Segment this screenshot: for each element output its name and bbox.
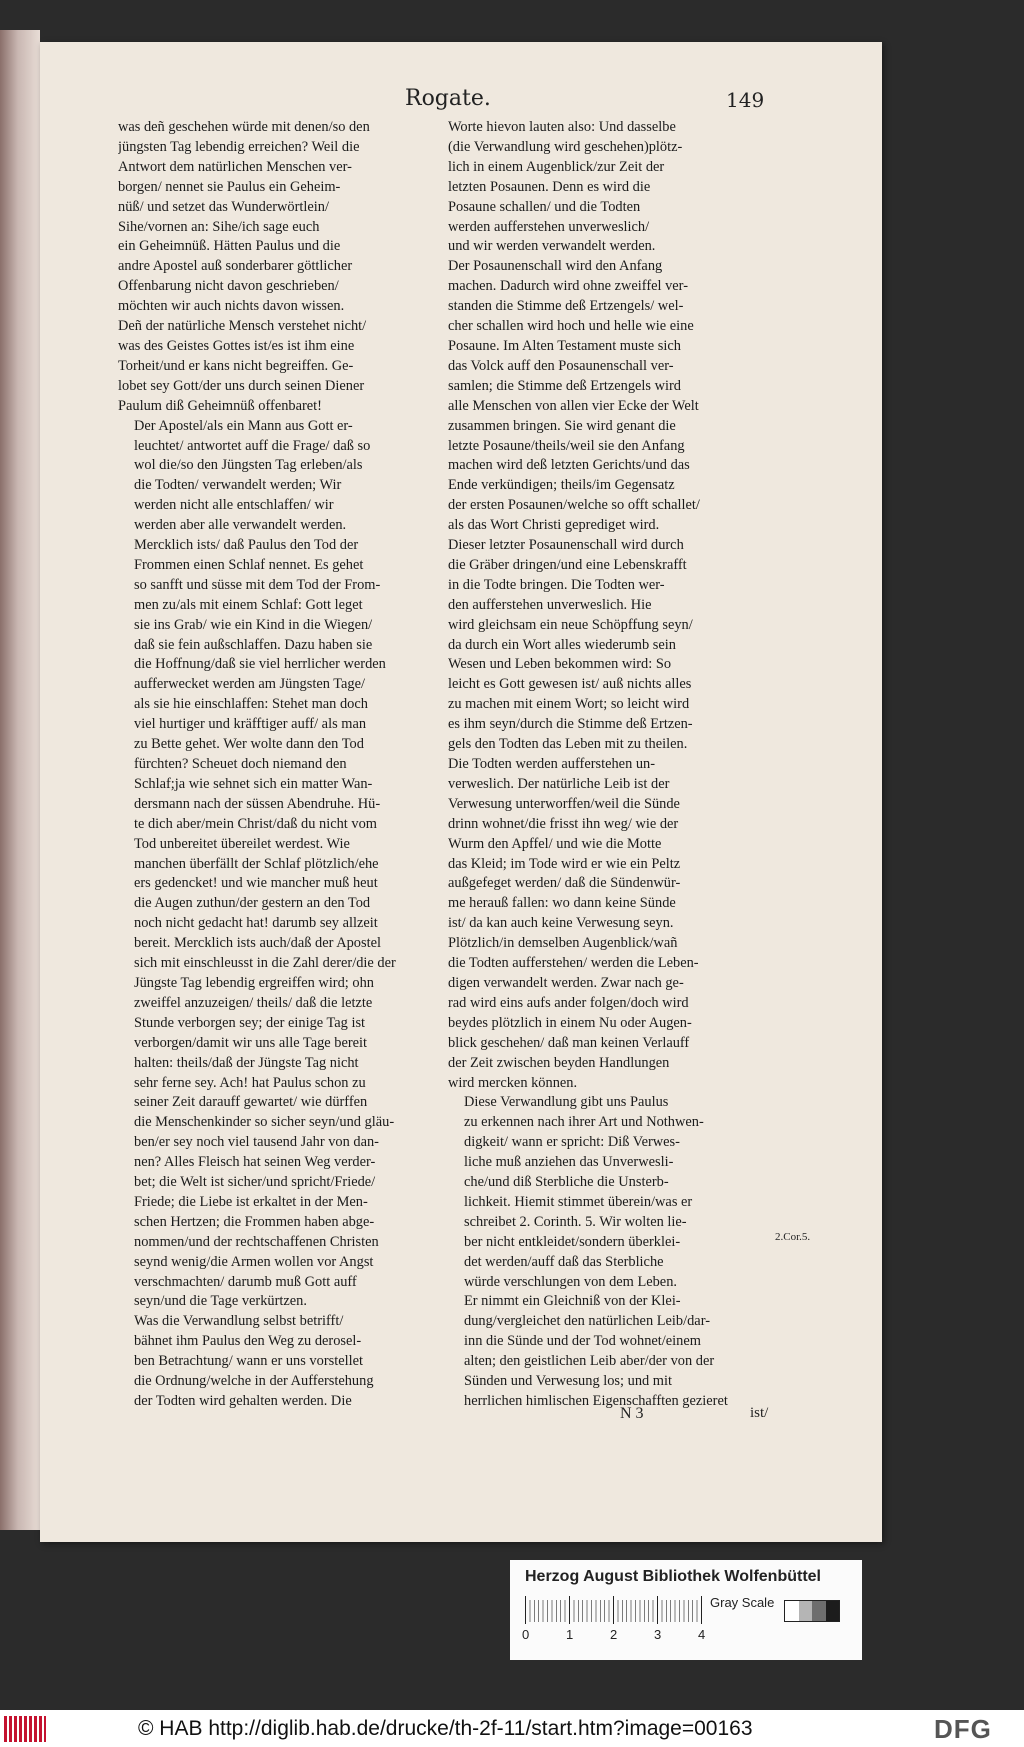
text-line: herrlichen himlischen Eigenschafften gezieret bbox=[464, 1393, 728, 1409]
text-line: außgefeget werden/ daß die Sündenwür- bbox=[448, 875, 681, 892]
text-line: gels den Todten das Leben mit zu theilen. bbox=[448, 736, 688, 753]
text-line: machen wird deß letzten Gerichts/und das bbox=[448, 457, 690, 474]
text-line: zu Bette gehet. Wer wolte dann den Tod bbox=[134, 736, 364, 753]
text-line: das Kleid; im Tode wird er wie ein Peltz bbox=[448, 855, 681, 872]
text-line: det werden/auff daß das Sterbliche bbox=[464, 1253, 664, 1270]
text-line: werden aufferstehen unverweslich/ bbox=[448, 218, 650, 235]
text-line: dersmann nach der süssen Abendruhe. Hü- bbox=[134, 795, 381, 812]
text-line: Offenbarung nicht davon geschrieben/ bbox=[118, 278, 339, 295]
dfg-logo: DFG bbox=[934, 1714, 992, 1744]
text-line: seyn/und die Tage verkürtzen. bbox=[134, 1293, 307, 1310]
text-line: rad wird eins aufs ander folgen/doch wird bbox=[448, 994, 689, 1011]
text-column-right bbox=[448, 118, 774, 1412]
text-line: werden nicht alle entschlaffen/ wir bbox=[134, 497, 334, 514]
text-line: Posaune. Im Alten Testament muste sich bbox=[448, 337, 681, 354]
text-line: bähnet ihm Paulus den Weg zu derosel- bbox=[134, 1333, 362, 1350]
text-line: wird mercken können. bbox=[448, 1074, 578, 1091]
text-line: als sie hie einschlaffen: Stehet man doch bbox=[134, 696, 368, 713]
hab-logo-icon bbox=[4, 1716, 46, 1742]
text-line: da durch ein Wort alles wiederumb sein bbox=[448, 636, 676, 653]
text-line: jüngsten Tag lebendig erreichen? Weil die bbox=[118, 138, 360, 155]
text-line: wol die/so den Jüngsten Tag erleben/als bbox=[134, 457, 363, 474]
paragraph bbox=[118, 118, 438, 417]
ruler-number: 1 bbox=[566, 1627, 574, 1642]
text-line: liche muß anziehen das Unverwesli- bbox=[464, 1154, 674, 1171]
copyright-url[interactable]: © HAB http://diglib.hab.de/drucke/th-2f-11/start.htm?image=00163 bbox=[138, 1717, 753, 1740]
text-line: Paulum diß Geheimnüß offenbaret! bbox=[118, 397, 322, 414]
text-line: Plötzlich/in demselben Augenblick/wañ bbox=[448, 935, 678, 952]
text-line: schreibet 2. Corinth. 5. Wir wolten lie- bbox=[464, 1213, 687, 1230]
text-line: cher schallen wird hoch und helle wie eine bbox=[448, 318, 694, 335]
footer-bar bbox=[0, 1710, 1024, 1747]
text-line: fürchten? Scheuet doch niemand den bbox=[134, 756, 347, 772]
text-line: zusammen bringen. Sie wird genant die bbox=[448, 417, 676, 434]
gray-swatch bbox=[799, 1601, 813, 1621]
text-line: der Todten wird gehalten werden. Die bbox=[134, 1393, 352, 1409]
text-line: Sünden und Verwesung los; und mit bbox=[464, 1373, 672, 1390]
text-line: Sihe/vornen an: Sihe/ich sage euch bbox=[118, 218, 320, 235]
text-line: verschmachten/ darumb muß Gott auff bbox=[134, 1273, 357, 1290]
book-page bbox=[40, 42, 882, 1542]
text-line: Der Apostel/als ein Mann aus Gott er- bbox=[134, 417, 353, 434]
text-line: aufferwecket werden am Jüngsten Tage/ bbox=[134, 676, 366, 693]
text-line: nen? Alles Fleisch hat seinen Weg verder- bbox=[134, 1154, 376, 1171]
paragraph bbox=[448, 118, 774, 1093]
text-line: che/und diß Sterbliche die Unsterb- bbox=[464, 1174, 669, 1191]
ruler-major-ticks bbox=[525, 1596, 705, 1624]
text-line: Der Posaunenschall wird den Anfang bbox=[448, 258, 663, 275]
ruler-number: 4 bbox=[698, 1627, 706, 1642]
text-column-left bbox=[118, 118, 438, 1412]
text-line: drinn wohnet/die frisst ihn weg/ wie der bbox=[448, 815, 679, 832]
text-line: alten; den geistlichen Leib aber/der von der bbox=[464, 1353, 715, 1370]
text-line: zu erkennen nach ihrer Art und Nothwen- bbox=[464, 1114, 704, 1131]
text-line: verweslich. Der natürliche Leib ist der bbox=[448, 775, 670, 792]
text-line: Stunde verborgen sey; der einige Tag ist bbox=[134, 1014, 366, 1031]
text-line: manchen überfällt der Schlaf plötzlich/ehe bbox=[134, 855, 379, 872]
text-line: andre Apostel auß sonderbarer göttlicher bbox=[118, 258, 353, 275]
text-line: (die Verwandlung wird geschehen)plötz- bbox=[448, 138, 683, 155]
ruler-number: 0 bbox=[522, 1627, 530, 1642]
text-line: Posaune schallen/ und die Todten bbox=[448, 198, 641, 215]
text-line: Torheit/und er kans nicht begreiffen. Ge- bbox=[118, 357, 354, 374]
text-line: digen verwandelt werden. Zwar nach ge- bbox=[448, 974, 684, 991]
text-line: bereit. Mercklich ists auch/daß der Apostel bbox=[134, 935, 381, 952]
text-line: viel hurtiger und kräfftiger auff/ als man bbox=[134, 716, 367, 733]
text-line: lichkeit. Hiemit stimmet überein/was er bbox=[464, 1193, 693, 1210]
gray-scale-label: Gray Scale bbox=[710, 1595, 775, 1610]
text-line: inn die Sünde und der Tod wohnet/einem bbox=[464, 1333, 701, 1350]
page-number: 149 bbox=[726, 88, 765, 112]
text-line: leicht es Gott gewesen ist/ auß nichts alles bbox=[448, 676, 692, 693]
text-line: Er nimmt ein Gleichniß von der Klei- bbox=[464, 1293, 681, 1310]
text-line: ers gedencket! und wie mancher muß heut bbox=[134, 875, 378, 892]
text-line: me herauß fallen: wo dann keine Sünde bbox=[448, 895, 676, 912]
text-line: noch nicht gedacht hat! darumb sey allzeit bbox=[134, 915, 378, 932]
text-line: würde verschlungen von dem Leben. bbox=[464, 1273, 677, 1290]
paragraph bbox=[448, 1093, 774, 1412]
text-line: Tod unbereitet übereilet werdest. Wie bbox=[134, 835, 350, 852]
text-line: lobet sey Gott/der uns durch seinen Diener bbox=[118, 377, 365, 394]
text-line: ben/er sey noch viel tausend Jahr von dan- bbox=[134, 1134, 379, 1151]
text-line: schen Hertzen; die Frommen haben abge- bbox=[134, 1213, 375, 1230]
text-line: seynd wenig/die Armen wollen vor Angst bbox=[134, 1253, 374, 1270]
ruler-labels bbox=[522, 1627, 712, 1645]
text-line: borgen/ nennet sie Paulus ein Geheim- bbox=[118, 178, 341, 195]
text-line: Antwort dem natürlichen Menschen ver- bbox=[118, 158, 352, 175]
text-line: standen die Stimme deß Ertzengels/ wel- bbox=[448, 298, 684, 315]
text-line: Wesen und Leben bekommen wird: So bbox=[448, 656, 672, 673]
text-line: halten: theils/daß der Jüngste Tag nicht bbox=[134, 1054, 359, 1071]
text-line: zweiffel anzuzeigen/ theils/ daß die letzte bbox=[134, 994, 373, 1011]
text-line: die Augen zuthun/der gestern an den Tod bbox=[134, 895, 371, 912]
text-line: es ihm seyn/durch die Stimme deß Ertzen- bbox=[448, 716, 693, 733]
text-line: letzten Posaunen. Denn es wird die bbox=[448, 178, 651, 195]
library-calibration-card bbox=[510, 1560, 862, 1660]
text-line: beydes plötzlich in einem Nu oder Augen- bbox=[448, 1014, 692, 1031]
signature-mark: N 3 bbox=[620, 1405, 644, 1422]
gray-swatch bbox=[785, 1601, 799, 1621]
text-line: Verwesung unterworffen/weil die Sünde bbox=[448, 795, 680, 812]
text-line: samlen; die Stimme deß Ertzengels wird bbox=[448, 377, 681, 394]
ruler-number: 2 bbox=[610, 1627, 618, 1642]
text-line: die Todten aufferstehen/ werden die Leben- bbox=[448, 955, 699, 972]
text-line: sie ins Grab/ wie ein Kind in die Wiegen/ bbox=[134, 616, 373, 633]
text-line: in die Todte bringen. Die Todten wer- bbox=[448, 576, 665, 593]
running-title: Rogate. bbox=[405, 86, 491, 111]
text-line: Was die Verwandlung selbst betrifft/ bbox=[134, 1313, 344, 1330]
text-line: lich in einem Augenblick/zur Zeit der bbox=[448, 158, 665, 175]
text-line: Jüngste Tag lebendig ergreiffen wird; ohn bbox=[134, 974, 374, 991]
text-line: bet; die Welt ist sicher/und spricht/Friede/ bbox=[134, 1174, 376, 1191]
text-line: letzte Posaune/theils/weil sie den Anfang bbox=[448, 437, 685, 454]
text-line: Frommen einen Schlaf nennet. Es gehet bbox=[134, 556, 364, 573]
text-line: zu machen mit einem Wort; so leicht wird bbox=[448, 696, 690, 713]
text-line: Friede; die Liebe ist erkaltet in der Men- bbox=[134, 1193, 368, 1210]
text-line: Wurm den Apffel/ und wie die Motte bbox=[448, 835, 662, 852]
gray-swatch bbox=[812, 1601, 826, 1621]
text-line: Ende verkündigen; theils/im Gegensatz bbox=[448, 477, 675, 494]
text-line: Dieser letzter Posaunenschall wird durch bbox=[448, 537, 684, 554]
text-line: leuchtet/ antwortet auff die Frage/ daß so bbox=[134, 437, 371, 454]
text-line: ein Geheimnüß. Hätten Paulus und die bbox=[118, 238, 341, 255]
text-line: möchten wir auch nichts davon wissen. bbox=[118, 298, 345, 315]
text-line: Die Todten werden aufferstehen un- bbox=[448, 756, 656, 772]
paragraph bbox=[118, 1312, 438, 1412]
text-line: ben Betrachtung/ wann er uns vorstellet bbox=[134, 1353, 363, 1370]
text-line: werden aber alle verwandelt werden. bbox=[134, 517, 347, 534]
text-line: digkeit/ wann er spricht: Diß Verwes- bbox=[464, 1134, 680, 1151]
gray-swatch bbox=[826, 1601, 840, 1621]
text-line: nüß/ und setzet das Wunderwörtlein/ bbox=[118, 198, 329, 215]
text-line: ist/ da kan auch keine Verwesung seyn. bbox=[448, 915, 674, 932]
text-line: alle Menschen von allen vier Ecke der Welt bbox=[448, 397, 699, 414]
text-line: verborgen/damit wir uns alle Tage bereit bbox=[134, 1034, 368, 1051]
text-line: Diese Verwandlung gibt uns Paulus bbox=[464, 1094, 669, 1111]
text-line: der Zeit zwischen beyden Handlungen bbox=[448, 1054, 670, 1071]
text-line: seiner Zeit darauff gewartet/ wie dürffen bbox=[134, 1094, 368, 1111]
text-line: ber nicht entkleidet/sondern überklei- bbox=[464, 1233, 681, 1250]
text-line: nommen/und der rechtschaffenen Christen bbox=[134, 1233, 379, 1250]
library-name: Herzog August Bibliothek Wolfenbüttel bbox=[525, 1568, 821, 1585]
book-edge bbox=[0, 30, 40, 1530]
text-line: machen. Dadurch wird ohne zweiffel ver- bbox=[448, 278, 688, 295]
paragraph bbox=[118, 417, 438, 1313]
margin-note: 2.Cor.5. bbox=[775, 1231, 811, 1243]
text-line: die Ordnung/welche in der Aufferstehung bbox=[134, 1373, 374, 1390]
gray-scale-swatches bbox=[784, 1600, 840, 1622]
text-line: blick geschehen/ daß man keinen Verlauff bbox=[448, 1034, 690, 1051]
text-line: die Hoffnung/daß sie viel herrlicher werden bbox=[134, 656, 386, 673]
text-line: die Menschenkinder so sicher seyn/und gläu- bbox=[134, 1114, 395, 1131]
ruler-number: 3 bbox=[654, 1627, 662, 1642]
catchword: ist/ bbox=[750, 1405, 769, 1421]
text-line: sich mit einschleusst in die Zahl derer/die der bbox=[134, 955, 396, 972]
text-line: Deñ der natürliche Mensch verstehet nicht/ bbox=[118, 318, 367, 335]
text-line: was des Geistes Gottes ist/es ist ihm eine bbox=[118, 337, 355, 354]
text-line: men zu/als mit einem Schlaf: Gott leget bbox=[134, 596, 363, 613]
text-line: Mercklich ists/ daß Paulus den Tod der bbox=[134, 537, 359, 554]
text-line: sehr ferne sey. Ach! hat Paulus schon zu bbox=[134, 1074, 366, 1091]
text-line: dung/vergleichet den natürlichen Leib/dar- bbox=[464, 1313, 710, 1330]
text-line: und wir werden verwandelt werden. bbox=[448, 238, 656, 255]
text-line: der ersten Posaunen/welche so offt schallet/ bbox=[448, 497, 700, 514]
text-line: wird gleichsam ein neue Schöpffung seyn/ bbox=[448, 616, 693, 633]
text-line: die Todten/ verwandelt werden; Wir bbox=[134, 477, 342, 494]
text-line: als das Wort Christi geprediget wird. bbox=[448, 517, 660, 534]
text-line: den aufferstehen unverweslich. Hie bbox=[448, 596, 652, 613]
text-line: das Volck auff den Posaunenschall ver- bbox=[448, 357, 674, 374]
text-line: Schlaf;ja wie sehnet sich ein matter Wan- bbox=[134, 775, 373, 792]
text-line: daß sie fein außschlaffen. Dazu haben sie bbox=[134, 636, 373, 653]
text-line: die Gräber dringen/und eine Lebenskrafft bbox=[448, 556, 687, 573]
text-line: te dich aber/mein Christ/daß du nicht vom bbox=[134, 815, 377, 832]
text-line: Worte hievon lauten also: Und dasselbe bbox=[448, 119, 676, 135]
text-line: so sanfft und süsse mit dem Tod der From- bbox=[134, 576, 381, 593]
text-line: was deñ geschehen würde mit denen/so den bbox=[118, 119, 370, 135]
